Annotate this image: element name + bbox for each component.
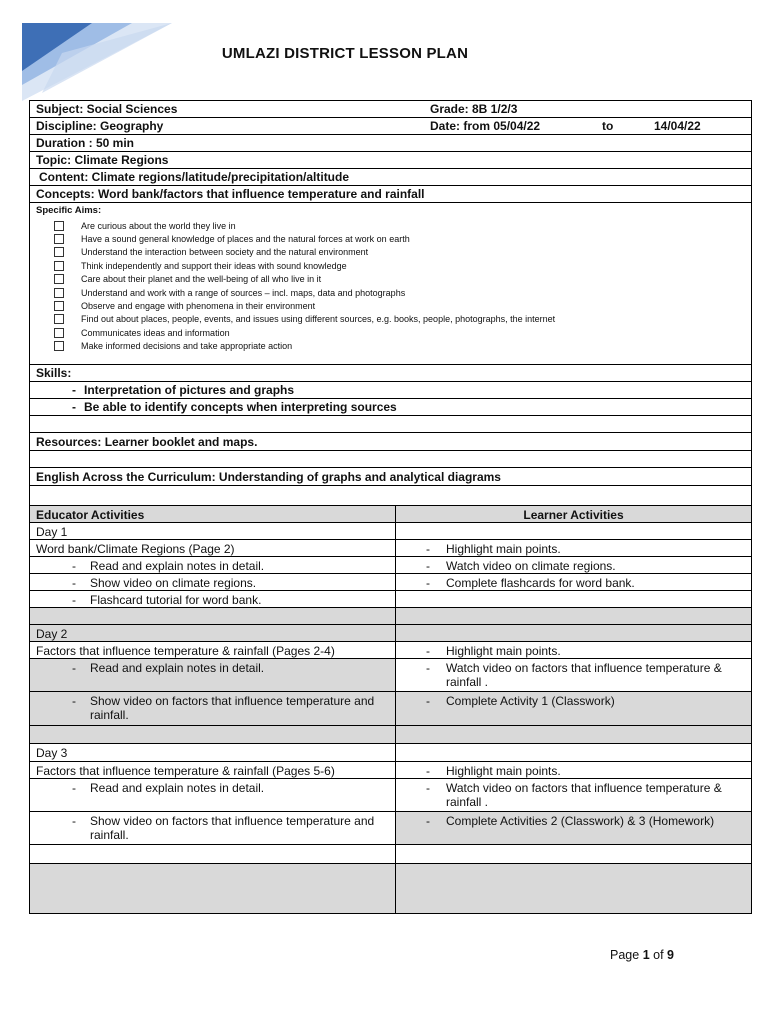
checkbox-icon[interactable] — [54, 328, 64, 338]
activity-row: - Show video on climate regions. - Complete flashcards for word bank. — [29, 574, 752, 591]
content-row — [29, 169, 752, 186]
aim-item — [36, 326, 745, 339]
date-to-label: to — [602, 119, 614, 133]
english-row: English Across the Curriculum: Understanding of graphs and analytical diagrams — [29, 468, 752, 486]
learner-activity: Watch video on factors that influence temperature & rainfall . — [446, 661, 722, 689]
skill-text: Be able to identify concepts when interpreting sources — [84, 400, 397, 414]
aim-item — [36, 299, 745, 312]
aim-text: Are curious about the world they live in — [81, 220, 236, 231]
checkbox-icon[interactable] — [54, 288, 64, 298]
aim-item — [36, 259, 745, 272]
aim-text: Think independently and support their ideas with sound knowledge — [81, 260, 347, 271]
aim-text: Make informed decisions and take appropriate action — [81, 341, 293, 352]
educator-activities-heading: Educator Activities — [30, 506, 396, 522]
skill-item: - Interpretation of pictures and graphs — [29, 382, 752, 399]
day-label: Day 3 — [30, 744, 396, 761]
resources-row: Resources: Learner booklet and maps. — [29, 433, 752, 451]
specific-aims-section — [29, 203, 752, 365]
day-row — [29, 744, 752, 762]
date-to-cell: 14/04/22 — [654, 119, 701, 133]
learner-activity: Highlight main points. — [446, 542, 561, 556]
learner-activity: Complete flashcards for word bank. — [446, 576, 635, 590]
day-label: Day 1 — [30, 523, 396, 539]
topic-cell: Factors that influence temperature & rainfall (Pages 2-4) — [30, 642, 396, 658]
aim-text: Communicates ideas and information — [81, 327, 230, 338]
aim-item — [36, 219, 745, 232]
blank-row — [29, 416, 752, 433]
blank-row — [29, 864, 752, 914]
learner-activity: Complete Activity 1 (Classwork) — [446, 694, 615, 708]
content-text: Content: Climate regions/latitude/precipitation/altitude — [39, 170, 350, 184]
topic-cell: Factors that influence temperature & rainfall (Pages 5-6) — [30, 762, 396, 778]
activity-row: - Flashcard tutorial for word bank. — [29, 591, 752, 608]
duration-row: Duration : 50 min — [29, 135, 752, 152]
educator-activity: Read and explain notes in detail. — [90, 661, 265, 675]
checkbox-icon[interactable] — [54, 274, 64, 284]
learner-activity: Highlight main points. — [446, 644, 561, 658]
educator-activity: Flashcard tutorial for word bank. — [90, 593, 262, 607]
activity-row: - Show video on factors that influence temperature and rainfall. - Complete Activities 2 (Classwork) & 3 (Homework) — [29, 812, 752, 845]
checkbox-icon[interactable] — [54, 234, 64, 244]
activity-row: Factors that influence temperature & rainfall (Pages 5-6) - Highlight main points. — [29, 762, 752, 779]
aim-text: Understand the interaction between society and the natural environment — [81, 247, 369, 258]
aim-item — [36, 232, 745, 245]
topic-row: Topic: Climate Regions — [29, 152, 752, 169]
blank-row — [29, 451, 752, 468]
day-row — [29, 625, 752, 642]
subject-row — [29, 100, 752, 118]
aim-text: Observe and engage with phenomena in their environment — [81, 301, 316, 312]
discipline-cell: Discipline: Geography — [36, 119, 164, 133]
blank-row — [29, 726, 752, 744]
grade-cell: Grade: 8B 1/2/3 — [430, 102, 518, 116]
aim-text: Care about their planet and the well-being of all who live in it — [81, 274, 322, 285]
checkbox-icon[interactable] — [54, 261, 64, 271]
skills-heading: Skills: — [29, 365, 752, 382]
checkbox-icon[interactable] — [54, 247, 64, 257]
checkbox-icon[interactable] — [54, 314, 64, 324]
checkbox-icon[interactable] — [54, 301, 64, 311]
checkbox-icon[interactable] — [54, 341, 64, 351]
page-number: Page 1 of 9 — [610, 948, 674, 962]
educator-activity: Show video on factors that influence temperature and rainfall. — [90, 814, 375, 842]
day-label: Day 2 — [30, 625, 396, 641]
educator-activity: Read and explain notes in detail. — [90, 781, 265, 795]
learner-activity: Watch video on factors that influence temperature & rainfall . — [446, 781, 722, 809]
activity-row: - Read and explain notes in detail. - Watch video on climate regions. — [29, 557, 752, 574]
learner-activity: Complete Activities 2 (Classwork) & 3 (Homework) — [446, 814, 715, 828]
concepts-row: Concepts: Word bank/factors that influence temperature and rainfall — [29, 186, 752, 203]
educator-activity: Show video on climate regions. — [90, 576, 257, 590]
blank-row — [29, 608, 752, 625]
aim-item — [36, 313, 745, 326]
specific-aims-heading: Specific Aims: — [36, 205, 102, 216]
lesson-plan-table — [29, 100, 752, 914]
topic-cell: Word bank/Climate Regions (Page 2) — [30, 540, 396, 556]
aim-item — [36, 340, 745, 353]
activity-row: - Show video on factors that influence temperature and rainfall. - Complete Activity 1 (Classwork) — [29, 692, 752, 726]
activity-row: - Read and explain notes in detail. - Watch video on factors that influence temperature & rainfall . — [29, 659, 752, 692]
blank-row — [29, 486, 752, 506]
aim-text: Have a sound general knowledge of places and the natural forces at work on earth — [81, 234, 410, 245]
page-title: UMLAZI DISTRICT LESSON PLAN — [221, 45, 469, 62]
activity-row: Word bank/Climate Regions (Page 2) - Highlight main points. — [29, 540, 752, 557]
aim-item — [36, 286, 745, 299]
skill-item: - Be able to identify concepts when interpreting sources — [29, 399, 752, 416]
activities-header — [29, 506, 752, 523]
skill-text: Interpretation of pictures and graphs — [84, 383, 295, 397]
aim-item — [36, 246, 745, 259]
aim-item — [36, 273, 745, 286]
aim-text: Find out about places, people, events, and issues using different sources, e.g. books, people, photographs, the internet — [81, 314, 556, 325]
district-logo-graphic — [22, 23, 172, 101]
subject-cell: Subject: Social Sciences — [36, 102, 178, 116]
learner-activity: Watch video on climate regions. — [446, 559, 616, 573]
date-from-cell: Date: from 05/04/22 — [430, 119, 541, 133]
aim-text: Understand and work with a range of sources – incl. maps, data and photographs — [81, 287, 406, 298]
blank-row — [29, 845, 752, 864]
educator-activity: Show video on factors that influence temperature and rainfall. — [90, 694, 375, 722]
learner-activities-heading: Learner Activities — [523, 508, 624, 522]
discipline-row — [29, 118, 752, 135]
day-row — [29, 523, 752, 540]
educator-activity: Read and explain notes in detail. — [90, 559, 265, 573]
activity-row: Factors that influence temperature & rainfall (Pages 2-4) - Highlight main points. — [29, 642, 752, 659]
checkbox-icon[interactable] — [54, 221, 64, 231]
activity-row: - Read and explain notes in detail. - Watch video on factors that influence temperature & rainfall . — [29, 779, 752, 812]
learner-activity: Highlight main points. — [446, 764, 561, 778]
